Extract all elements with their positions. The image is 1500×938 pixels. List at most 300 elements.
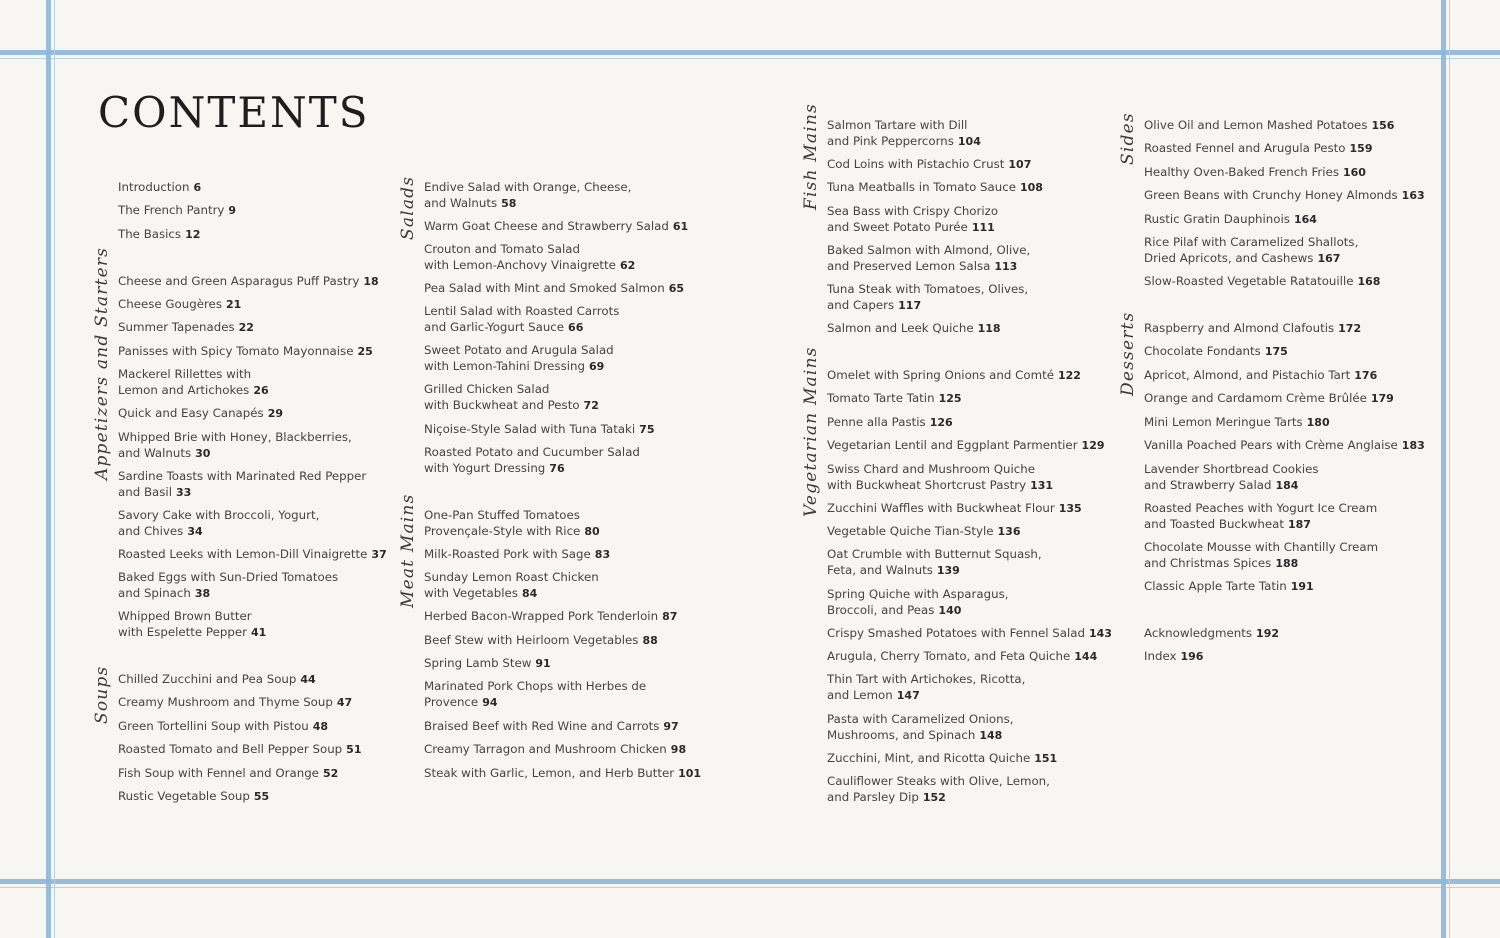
entry-title-line	[1144, 415, 1330, 431]
entry-title-line	[424, 766, 701, 782]
toc-entry	[424, 304, 619, 335]
entry-title-line	[827, 672, 1025, 688]
section-label-fish: Fish Mains	[801, 103, 821, 210]
entry-title-line	[827, 462, 1053, 478]
page-number: 37	[371, 548, 387, 561]
entry-title-text: with Yogurt Dressing	[424, 460, 546, 475]
entry-title-line	[118, 547, 387, 563]
page-number: 30	[195, 446, 211, 460]
page-number: 47	[336, 696, 353, 709]
entry-title-line	[118, 508, 319, 524]
entry-title-line	[827, 415, 953, 431]
entry-title-text: Sea Bass with Crispy Chorizo	[827, 204, 999, 218]
entry-title-line	[118, 274, 379, 290]
page-number: 107	[1008, 158, 1032, 171]
toc-entry	[118, 367, 269, 398]
entry-title-text: and Chives	[118, 523, 184, 538]
entry-title-line	[1144, 649, 1203, 665]
entry-title-text: Sunday Lemon Roast Chicken	[424, 570, 599, 584]
page-number: 80	[584, 524, 600, 538]
entry-title-text: Swiss Chard and Mushroom Quiche	[827, 462, 1036, 476]
entry-title-line	[827, 243, 1030, 259]
entry-title-line	[827, 368, 1081, 384]
entry-title-line	[118, 320, 254, 336]
toc-entry	[827, 524, 1020, 540]
entry-title-text: Roasted Potato and Cucumber Salad	[424, 445, 640, 459]
entry-title-line	[424, 586, 599, 602]
page-number: 176	[1354, 369, 1378, 382]
toc-entry	[827, 368, 1081, 384]
entry-title-text: and Preserved Lemon Salsa	[827, 258, 991, 273]
entry-title-line	[1144, 517, 1377, 533]
toc-entry	[118, 227, 200, 243]
entry-title-text: Roasted Fennel and Arugula Pesto	[1144, 141, 1346, 155]
entry-title-text: Baked Salmon with Almond, Olive,	[827, 243, 1031, 257]
page-number: 113	[994, 259, 1018, 273]
entry-title-text: Lemon and Artichokes	[118, 382, 250, 397]
page-number: 192	[1256, 627, 1280, 640]
section-label-desserts: Desserts	[1118, 311, 1138, 396]
page-number: 76	[549, 461, 565, 475]
entry-title-text: and Lemon	[827, 687, 893, 702]
page-number: 69	[588, 359, 605, 373]
page-number: 34	[187, 524, 203, 538]
page-number: 191	[1290, 580, 1314, 593]
entry-title-text: Apricot, Almond, and Pistachio Tart	[1144, 368, 1351, 382]
entry-title-line	[827, 688, 1025, 704]
entry-title-text: Spring Quiche with Asparagus,	[827, 587, 1009, 601]
entry-title-line	[1144, 391, 1394, 407]
toc-entry	[1144, 462, 1319, 493]
entry-title-line	[424, 180, 631, 196]
frame-top-line	[0, 50, 1500, 55]
frame-left-thin	[54, 0, 55, 938]
entry-title-line	[1144, 118, 1394, 134]
toc-entry	[424, 242, 635, 273]
toc-entry	[827, 243, 1030, 274]
entry-title-text: and Walnuts	[118, 445, 192, 460]
toc-entry	[118, 274, 379, 290]
entry-title-line	[827, 259, 1030, 275]
entry-title-line	[118, 485, 366, 501]
toc-entry	[1144, 344, 1288, 360]
toc-entry	[118, 469, 366, 500]
toc-entry	[827, 157, 1031, 173]
entry-title-text: Oat Crumble with Butternut Squash,	[827, 547, 1042, 561]
entry-title-text: Marinated Pork Chops with Herbes de	[424, 679, 647, 693]
page-title: CONTENTS	[98, 88, 370, 137]
entry-title-line	[424, 524, 600, 540]
page-number: 104	[957, 134, 981, 148]
entry-title-line	[827, 587, 1008, 603]
entry-title-text: Penne alla Pastis	[827, 415, 926, 429]
entry-title-line	[1144, 478, 1319, 494]
page-number: 164	[1293, 213, 1317, 226]
entry-title-text: Whipped Brown Butter	[118, 609, 252, 623]
page-number: 18	[363, 275, 379, 288]
entry-title-line	[424, 304, 619, 320]
toc-entry	[1144, 118, 1394, 134]
entry-title-line	[118, 180, 201, 196]
toc-entry	[118, 742, 361, 758]
toc-entry	[827, 415, 953, 431]
entry-title-line	[827, 282, 1028, 298]
page-number: 160	[1342, 166, 1366, 179]
entry-title-line	[827, 603, 1008, 619]
entry-title-line	[118, 344, 373, 360]
entry-title-line	[424, 422, 654, 438]
toc-entry	[1144, 438, 1425, 454]
toc-entry	[424, 219, 688, 235]
entry-title-line	[118, 406, 283, 422]
entry-title-text: One-Pan Stuffed Tomatoes	[424, 508, 580, 522]
entry-title-line	[1144, 462, 1319, 478]
page-number: 87	[662, 610, 678, 623]
page-number: 12	[185, 228, 201, 241]
entry-title-line	[1144, 235, 1358, 251]
entry-title-text: Steak with Garlic, Lemon, and Herb Butter	[424, 766, 675, 780]
page-number: 175	[1264, 345, 1288, 358]
entry-title-line	[827, 501, 1082, 517]
entry-title-text: Chocolate Mousse with Chantilly Cream	[1144, 540, 1379, 554]
entry-title-text: Vegetarian Lentil and Eggplant Parmentier	[827, 438, 1078, 452]
toc-entry	[424, 633, 658, 649]
entry-title-line	[1144, 274, 1380, 290]
entry-title-text: Mushrooms, and Spinach	[827, 727, 976, 742]
entry-title-line	[1144, 579, 1314, 595]
entry-title-line	[424, 343, 614, 359]
entry-title-text: Index	[1144, 649, 1177, 663]
entry-title-line	[827, 774, 1050, 790]
toc-entry	[118, 320, 254, 336]
entry-title-text: Vegetable Quiche Tian-Style	[827, 524, 994, 538]
toc-entry	[827, 751, 1057, 767]
entry-title-text: Orange and Cardamom Crème Brûlée	[1144, 391, 1367, 405]
page-number: 118	[977, 322, 1001, 335]
page-number: 26	[253, 383, 269, 397]
toc-entry	[1144, 321, 1361, 337]
entry-title-line	[827, 157, 1031, 173]
entry-title-text: Tuna Meatballs in Tomato Sauce	[827, 180, 1016, 194]
entry-title-text: Savory Cake with Broccoli, Yogurt,	[118, 508, 320, 522]
page-number: 147	[896, 688, 920, 702]
frame-bottom-line	[0, 879, 1500, 884]
page-number: 196	[1180, 650, 1204, 663]
entry-title-line	[424, 508, 600, 524]
page-number: 55	[253, 790, 270, 803]
frame-top-thin	[0, 58, 1500, 59]
page-number: 72	[583, 398, 599, 412]
entry-title-text: Warm Goat Cheese and Strawberry Salad	[424, 219, 669, 233]
entry-title-line	[118, 570, 338, 586]
entry-title-line	[118, 297, 241, 313]
entry-title-text: Chilled Zucchini and Pea Soup	[118, 672, 297, 686]
entry-title-text: The Basics	[118, 227, 182, 241]
entry-title-text: Classic Apple Tarte Tatin	[1144, 579, 1287, 593]
toc-entry	[827, 204, 998, 235]
toc-entry	[424, 281, 684, 297]
entry-title-text: Panisses with Spicy Tomato Mayonnaise	[118, 344, 354, 358]
entry-title-line	[827, 790, 1050, 806]
toc-entry	[1144, 274, 1380, 290]
entry-title-line	[827, 204, 998, 220]
entry-title-text: with Vegetables	[424, 585, 518, 600]
entry-title-text: with Espelette Pepper	[118, 624, 247, 639]
toc-entry	[827, 462, 1053, 493]
entry-title-line	[827, 524, 1020, 540]
entry-title-text: Salmon Tartare with Dill	[827, 118, 968, 132]
entry-title-text: with Lemon-Anchovy Vinaigrette	[424, 257, 616, 272]
page-number: 168	[1357, 275, 1381, 288]
page-number: 38	[194, 586, 211, 600]
entry-title-line	[1144, 321, 1361, 337]
entry-title-line	[118, 203, 236, 219]
frame-right-line	[1441, 0, 1446, 938]
toc-entry	[827, 501, 1082, 517]
toc-entry	[118, 406, 283, 422]
frame-right-thin	[1449, 0, 1450, 938]
entry-title-text: Grilled Chicken Salad	[424, 382, 550, 396]
entry-title-text: Chocolate Fondants	[1144, 344, 1261, 358]
entry-title-line	[827, 134, 981, 150]
toc-entry	[424, 547, 610, 563]
entry-title-text: Roasted Peaches with Yogurt Ice Cream	[1144, 501, 1378, 515]
entry-title-text: Sardine Toasts with Marinated Red Pepper	[118, 469, 367, 483]
entry-title-line	[1144, 141, 1373, 157]
entry-title-text: Thin Tart with Artichokes, Ricotta,	[827, 672, 1026, 686]
entry-title-text: Cod Loins with Pistachio Crust	[827, 157, 1005, 171]
toc-entry	[827, 118, 981, 149]
entry-title-line	[1144, 438, 1425, 454]
frame-bottom-thin	[0, 887, 1500, 888]
page-number: 29	[267, 407, 283, 420]
entry-title-text: with Buckwheat Shortcrust Pastry	[827, 477, 1027, 492]
entry-title-text: Zucchini Waffles with Buckwheat Flour	[827, 501, 1055, 515]
page-number: 58	[501, 196, 517, 210]
entry-title-line	[118, 695, 352, 711]
page-number: 156	[1371, 119, 1395, 132]
page-number: 66	[568, 320, 584, 334]
entry-title-line	[118, 742, 361, 758]
toc-entry	[827, 282, 1028, 313]
toc-entry	[1144, 188, 1425, 204]
entry-title-text: and Strawberry Salad	[1144, 477, 1272, 492]
entry-title-text: Spring Lamb Stew	[424, 656, 532, 670]
entry-title-line	[827, 649, 1097, 665]
page-number: 94	[482, 695, 498, 709]
section-label-appetizers: Appetizers and Starters	[92, 246, 112, 480]
toc-entry	[118, 344, 373, 360]
toc-entry	[118, 672, 316, 688]
entry-title-line	[827, 321, 1001, 337]
toc-entry	[118, 570, 338, 601]
page-number: 159	[1349, 142, 1373, 155]
entry-title-line	[1144, 165, 1366, 181]
page-number: 25	[357, 345, 373, 358]
entry-title-text: and Parsley Dip	[827, 789, 919, 804]
toc-entry	[118, 547, 387, 563]
page-number: 21	[225, 298, 242, 311]
entry-title-text: Rice Pilaf with Caramelized Shallots,	[1144, 235, 1359, 249]
page-number: 117	[898, 298, 922, 312]
entry-title-text: Feta, and Walnuts	[827, 562, 933, 577]
toc-entry	[827, 547, 1042, 578]
toc-entry	[1144, 626, 1279, 642]
toc-entry	[118, 695, 352, 711]
entry-title-text: Rustic Vegetable Soup	[118, 789, 250, 803]
entry-title-text: Braised Beef with Red Wine and Carrots	[424, 719, 660, 733]
toc-entry	[118, 180, 201, 196]
toc-entry	[827, 626, 1112, 642]
page-number: 65	[668, 282, 685, 295]
toc-entry	[1144, 212, 1317, 228]
toc-entry	[424, 656, 551, 672]
page-number: 144	[1074, 650, 1098, 663]
entry-title-text: and Capers	[827, 297, 895, 312]
page-number: 41	[250, 625, 267, 639]
entry-title-line	[118, 609, 266, 625]
entry-title-line	[118, 383, 269, 399]
toc-entry	[424, 719, 679, 735]
entry-title-text: Provence	[424, 694, 479, 709]
toc-entry	[424, 422, 654, 438]
entry-title-text: Provençale-Style with Rice	[424, 523, 581, 538]
entry-title-line	[827, 563, 1042, 579]
toc-entry	[118, 609, 266, 640]
entry-title-line	[1144, 212, 1317, 228]
toc-entry	[118, 766, 338, 782]
page-number: 167	[1317, 251, 1341, 265]
entry-title-line	[1144, 188, 1425, 204]
page-number: 22	[238, 321, 254, 334]
toc-entry	[424, 508, 600, 539]
entry-title-line	[424, 382, 599, 398]
entry-title-line	[424, 742, 686, 758]
toc-entry	[1144, 235, 1358, 266]
page-number: 61	[672, 220, 689, 233]
entry-title-text: Introduction	[118, 180, 190, 194]
entry-title-line	[424, 281, 684, 297]
entry-title-line	[827, 118, 981, 134]
entry-title-line	[827, 220, 998, 236]
page-number: 44	[300, 673, 316, 686]
entry-title-text: Crispy Smashed Potatoes with Fennel Salad	[827, 626, 1085, 640]
toc-entry	[424, 343, 614, 374]
entry-title-text: Raspberry and Almond Clafoutis	[1144, 321, 1335, 335]
entry-title-text: Crouton and Tomato Salad	[424, 242, 580, 256]
entry-title-text: and Spinach	[118, 585, 191, 600]
entry-title-text: Fish Soup with Fennel and Orange	[118, 766, 319, 780]
entry-title-line	[424, 695, 646, 711]
entry-title-line	[827, 298, 1028, 314]
entry-title-text: Cheese Gougères	[118, 297, 222, 311]
entry-title-line	[118, 586, 338, 602]
toc-entry	[118, 789, 269, 805]
entry-title-text: Creamy Mushroom and Thyme Soup	[118, 695, 333, 709]
entry-title-text: Beef Stew with Heirloom Vegetables	[424, 633, 639, 647]
page-number: 83	[594, 548, 611, 561]
entry-title-line	[1144, 540, 1378, 556]
page-number: 139	[936, 563, 960, 577]
page-number: 129	[1081, 439, 1105, 452]
page-number: 52	[322, 767, 339, 780]
toc-entry	[1144, 391, 1394, 407]
entry-title-line	[424, 547, 610, 563]
toc-entry	[424, 445, 640, 476]
page-number: 163	[1401, 189, 1425, 202]
toc-entry	[827, 774, 1050, 805]
entry-title-line	[118, 430, 352, 446]
page-number: 125	[938, 392, 962, 405]
entry-title-line	[424, 359, 614, 375]
entry-title-text: Arugula, Cherry Tomato, and Feta Quiche	[827, 649, 1071, 663]
toc-entry	[424, 382, 599, 413]
entry-title-text: Omelet with Spring Onions and Comté	[827, 368, 1054, 382]
toc-entry	[1144, 368, 1377, 384]
entry-title-text: Cheese and Green Asparagus Puff Pastry	[118, 274, 360, 288]
page-number: 97	[663, 720, 679, 733]
page-number: 131	[1030, 478, 1054, 492]
page-number: 151	[1034, 752, 1058, 765]
toc-entry	[827, 712, 1014, 743]
entry-title-text: Acknowledgments	[1144, 626, 1253, 640]
entry-title-text: Pasta with Caramelized Onions,	[827, 712, 1014, 726]
entry-title-line	[827, 626, 1112, 642]
entry-title-text: Mackerel Rillettes with	[118, 367, 252, 381]
entry-title-line	[827, 478, 1053, 494]
entry-title-line	[424, 242, 635, 258]
entry-title-line	[424, 570, 599, 586]
page-number: 122	[1057, 369, 1081, 382]
frame-left-line	[46, 0, 51, 938]
entry-title-text: Herbed Bacon-Wrapped Pork Tenderloin	[424, 609, 659, 623]
entry-title-text: Slow-Roasted Vegetable Ratatouille	[1144, 274, 1354, 288]
entry-title-line	[424, 461, 640, 477]
section-label-soups: Soups	[92, 665, 112, 724]
entry-title-line	[424, 609, 677, 625]
toc-entry	[118, 719, 328, 735]
entry-title-text: Cauliflower Steaks with Olive, Lemon,	[827, 774, 1050, 788]
entry-title-line	[1144, 626, 1279, 642]
section-label-sides: Sides	[1118, 112, 1138, 165]
entry-title-text: with Lemon-Tahini Dressing	[424, 358, 585, 373]
toc-entry	[827, 180, 1043, 196]
entry-title-text: Green Tortellini Soup with Pistou	[118, 719, 309, 733]
entry-title-line	[118, 789, 269, 805]
entry-title-line	[118, 524, 319, 540]
page-number: 48	[312, 720, 329, 733]
entry-title-line	[118, 367, 269, 383]
entry-title-text: and Garlic-Yogurt Sauce	[424, 319, 565, 334]
page-number: 62	[619, 258, 636, 272]
entry-title-line	[424, 320, 619, 336]
section-label-salads: Salads	[398, 175, 418, 240]
entry-title-text: Sweet Potato and Arugula Salad	[424, 343, 614, 357]
entry-title-line	[827, 438, 1105, 454]
entry-title-line	[1144, 368, 1377, 384]
page-number: 98	[670, 743, 687, 756]
page-number: 152	[922, 790, 946, 804]
entry-title-text: Whipped Brie with Honey, Blackberries,	[118, 430, 352, 444]
entry-title-text: Summer Tapenades	[118, 320, 235, 334]
page-number: 75	[639, 423, 655, 436]
page-number: 101	[678, 767, 702, 780]
toc-entry	[827, 438, 1105, 454]
entry-title-line	[424, 679, 646, 695]
toc-entry	[827, 649, 1097, 665]
toc-entry	[827, 321, 1001, 337]
toc-entry	[1144, 141, 1373, 157]
